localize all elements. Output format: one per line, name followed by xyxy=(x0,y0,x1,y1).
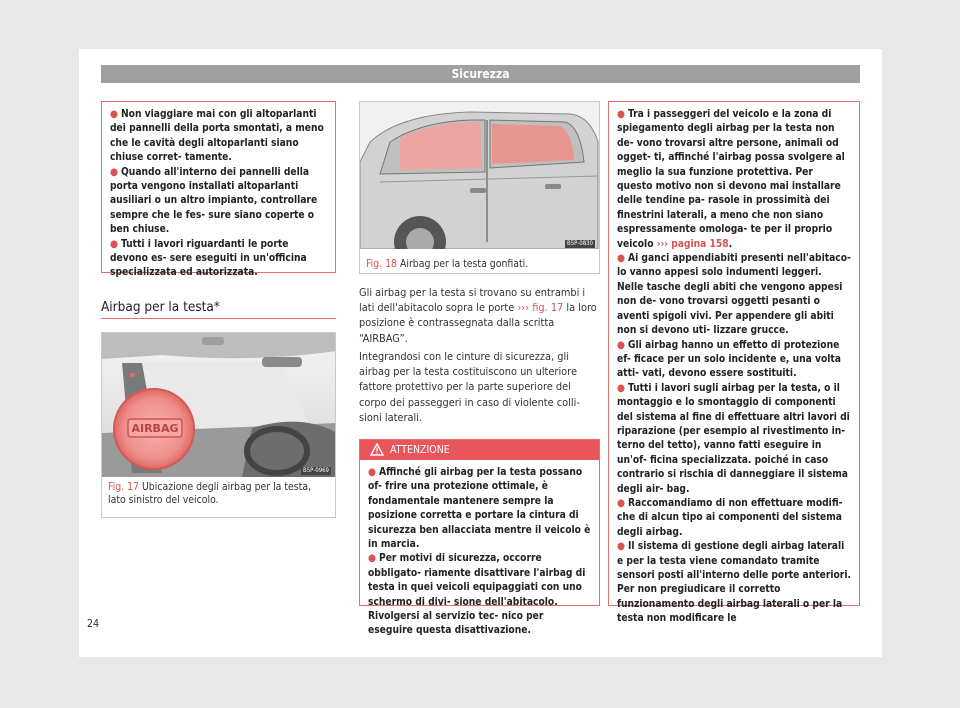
bullet-icon: ● xyxy=(110,109,118,120)
warning-item: ● Raccomandiamo di non effettuare modifi- che di alcun tipo ai componenti del sistema degli airbag. xyxy=(617,497,843,538)
figure-caption xyxy=(366,258,593,271)
attention-item: ● Per motivi di sicurezza, occorre obbligato- riamente disattivare l'airbag di testa in quei veicoli equipaggiati con uno schermo di divi- sione dell'abitacolo. Rivolgersi al servizio tec- nico per eseguire questa disattivazione. xyxy=(368,553,586,637)
attention-box xyxy=(359,439,600,637)
figure-link[interactable]: ››› fig. 17 xyxy=(517,301,564,315)
warning-item: ● Tutti i lavori riguardanti le porte devono es- sere eseguiti in un'officina specializzata ed autorizzata. xyxy=(110,238,307,279)
section-title: Airbag per la testa* xyxy=(101,299,220,315)
inflated-airbag-illustration xyxy=(360,102,599,249)
bullet-icon: ● xyxy=(110,238,118,250)
caption-text: Ubicazione degli airbag per la testa, lato sinistro del veicolo. xyxy=(108,481,312,506)
caption-text: Airbag per la testa gonfiati. xyxy=(399,258,529,270)
warning-item: ● Quando all'interno dei pannelli della porta vengono installati altoparlanti ausiliari o un altro impianto, controllare sempre che le fes- sure siano coperte o ben chiuse. xyxy=(110,166,318,236)
figure-number: Fig. 17 xyxy=(108,481,139,493)
warning-item: ● Ai ganci appendiabiti presenti nell'abitaco- lo vanno appesi solo indumenti leggeri. Nelle tasche degli abiti che vengono appesi non de- vono trovarsi oggetti pesanti o aventi spigoli vivi. Per appendere gli abiti non si devono uti- lizzare grucce. xyxy=(617,253,851,337)
page-number: 24 xyxy=(87,618,100,630)
bullet-icon: ● xyxy=(617,541,625,553)
warning-item: ● Gli airbag hanno un effetto di protezione ef- ficace per un solo incidente e, una volta atti- vati, devono essere sostituiti. xyxy=(617,339,841,380)
bullet-icon: ● xyxy=(617,382,625,394)
figure-18 xyxy=(359,101,600,274)
warning-triangle-icon xyxy=(370,443,384,456)
airbag-label: AIRBAG xyxy=(131,422,179,435)
airbag-location-illustration xyxy=(102,333,335,477)
warning-item: ● Non viaggiare mai con gli altoparlanti dei pannelli della porta smontati, a meno che le cavità degli altoparlanti siano chiuse corret- tamente. xyxy=(110,109,324,164)
bullet-icon: ● xyxy=(368,467,376,478)
attention-item: ● Affinché gli airbag per la testa possano of- frire una protezione ottimale, è fondamentale mantenere sempre la posizione corretta e portare la cintura di sicurezza ben allacciata mentre il veicolo è in marcia. xyxy=(368,467,591,551)
figure-code: B5P-0969 xyxy=(303,467,329,474)
figure-code: B5P-0830 xyxy=(567,240,593,247)
page-link[interactable]: ››› pagina 158 xyxy=(656,238,729,250)
figure-number: Fig. 18 xyxy=(366,258,397,270)
warning-box-doors xyxy=(101,101,336,279)
manual-page xyxy=(79,49,882,657)
bullet-icon: ● xyxy=(110,166,118,178)
bullet-icon: ● xyxy=(617,497,625,509)
attention-header xyxy=(360,440,599,460)
bullet-icon: ● xyxy=(368,553,376,565)
header-bar xyxy=(101,65,860,83)
section-divider xyxy=(101,318,336,319)
warning-item: ● Tutti i lavori sugli airbag per la testa, o il montaggio e lo smontaggio di componenti del sistema al fine di effettuare altri lavori di riparazione (per esempio al rivestimento in- terno del tetto), vanno fatti eseguire in un'of- ficina specializzata. poiché in caso contrario si rischia di danneggiare il sistema degli air- bag. xyxy=(617,382,850,495)
figure-17 xyxy=(101,332,336,518)
figure-caption xyxy=(108,481,329,507)
body-paragraph-1: Gli airbag per la testa si trovano su entrambi i lati dell'abitacolo sopra le porte ››› fig. 17 la loro posizione è contrassegnata dalla scritta “AIRBAG”. xyxy=(359,286,597,345)
bullet-icon: ● xyxy=(617,339,625,351)
warning-item: ● Tra i passeggeri del veicolo e la zona di spiegamento degli airbag per la testa non de- vono trovarsi altre persone, animali od ogget- ti, affinché l'airbag possa svolgere al meglio la sua funzione protettiva. Per questo motivo non si devono mai installare delle tendine pa- rasole in prossimità dei finestrini laterali, a meno che non siano espressamente omologa- te per il proprio veicolo ››› pagina 158. xyxy=(617,109,845,250)
body-paragraph-2: Integrandosi con le cinture di sicurezza, gli airbag per la testa costituiscono un ulteriore fattore protettivo per la parte superiore del corpo dei passeggeri in caso di violente colli- sioni laterali. xyxy=(359,350,580,424)
attention-heading: ATTENZIONE xyxy=(390,444,450,456)
bullet-icon: ● xyxy=(617,253,625,265)
bullet-icon: ● xyxy=(617,109,625,120)
warning-item: ● Il sistema di gestione degli airbag laterali e per la testa viene comandato tramite sensori posti all'interno delle porte anteriori. Per non pregiudicare il corretto funzionamento degli airbag laterali o per la testa non modificare le xyxy=(617,541,851,625)
warning-box-airbags xyxy=(608,101,860,625)
page-header-title: Sicurezza xyxy=(451,67,510,81)
